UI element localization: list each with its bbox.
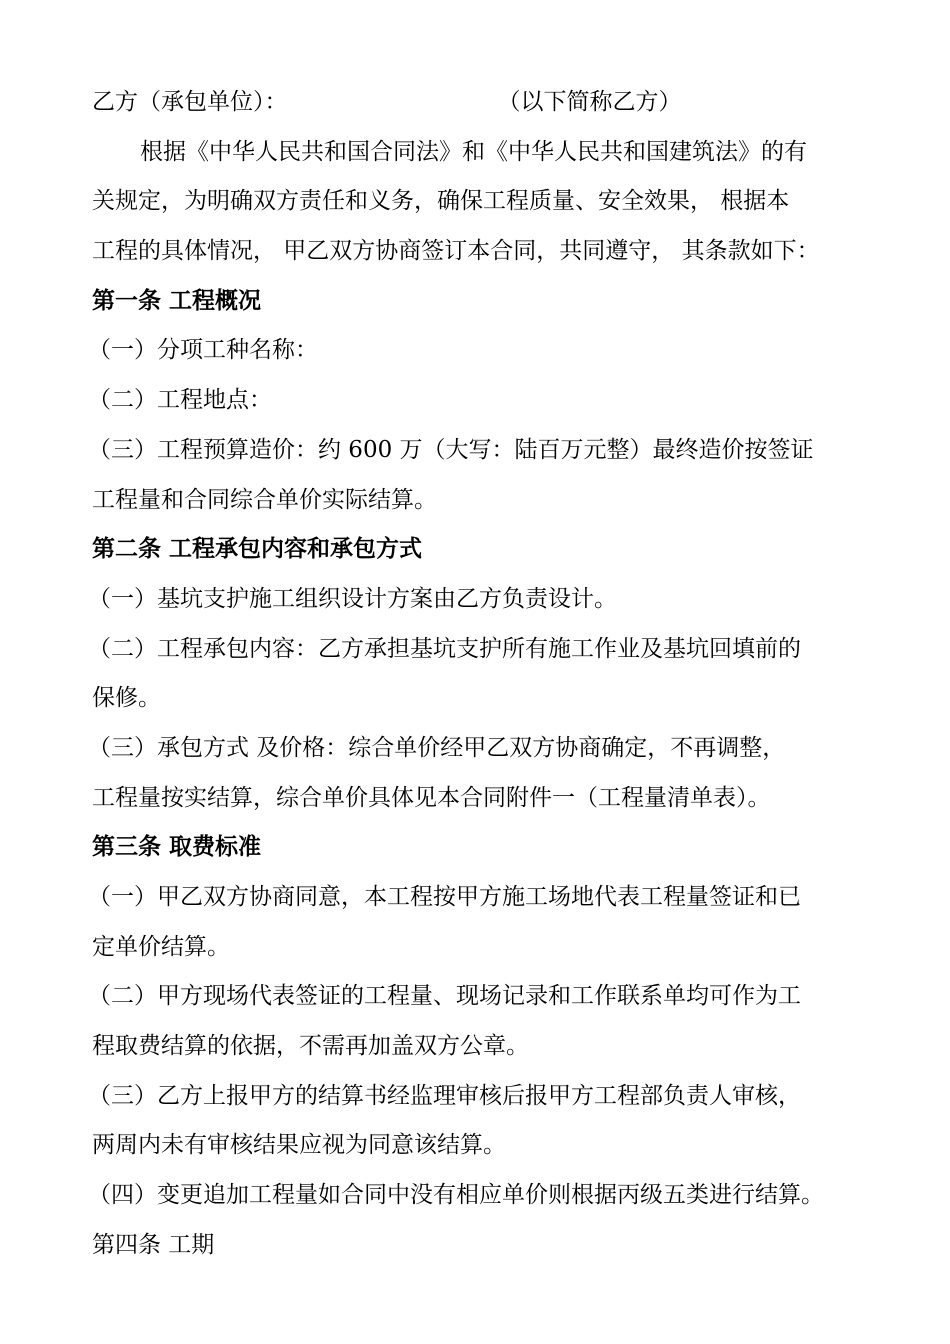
article-2-item: 保修。 xyxy=(92,685,161,712)
article-1-heading: 第一条 工程概况 xyxy=(92,287,262,314)
article-3-item: （四）变更追加工程量如合同中没有相应单价则根据丙级五类进行结算。 xyxy=(88,1182,824,1209)
contract-body xyxy=(88,78,892,1271)
article-1-item: 工程量和合同综合单价实际结算。 xyxy=(92,486,437,513)
article-3-item: （二）甲方现场代表签证的工程量、现场记录和工作联系单均可作为工 xyxy=(88,983,801,1010)
intro-line: 根据《中华人民共和国合同法》和《中华人民共和国建筑法》的有 xyxy=(140,138,807,165)
party-b-short-name: （以下简称乙方） xyxy=(497,89,682,115)
intro-line: 关规定，为明确双方责任和义务，确保工程质量、安全效果， 根据本 xyxy=(92,188,790,215)
article-3-item: 程取费结算的依据，不需再加盖双方公章。 xyxy=(92,1033,529,1060)
intro-line: 工程的具体情况， 甲乙双方协商签订本合同，共同遵守， 其条款如下： xyxy=(92,238,820,265)
article-1-item: （二）工程地点： xyxy=(88,387,272,414)
article-2-item: （三）承包方式 及价格：综合单价经甲乙双方协商确定，不再调整， xyxy=(88,734,786,761)
article-3-heading: 第三条 取费标准 xyxy=(92,834,262,861)
article-3-item: 定单价结算。 xyxy=(92,933,230,960)
article-3-item: （三）乙方上报甲方的结算书经监理审核后报甲方工程部负责人审核， xyxy=(88,1082,801,1109)
article-2-heading: 第二条 工程承包内容和承包方式 xyxy=(92,536,423,563)
article-1-item: （三）工程预算造价：约 600 万（大写：陆百万元整）最终造价按签证 xyxy=(88,436,814,463)
article-2-item: （二）工程承包内容：乙方承担基坑支护所有施工作业及基坑回填前的 xyxy=(88,635,801,662)
article-2-item: （一）基坑支护施工组织设计方案由乙方负责设计。 xyxy=(88,585,617,612)
party-b-label: 乙方（承包单位）： xyxy=(92,89,288,115)
article-3-item: （一）甲乙双方协商同意，本工程按甲方施工场地代表工程量签证和已 xyxy=(88,884,801,910)
party-b-line xyxy=(92,78,892,128)
article-4-heading: 第四条 工期 xyxy=(92,1231,215,1258)
article-3-item: 两周内未有审核结果应视为同意该结算。 xyxy=(92,1132,506,1159)
article-2-item: 工程量按实结算，综合单价具体见本合同附件一（工程量清单表）。 xyxy=(92,784,771,811)
article-1-item: （一）分项工种名称： xyxy=(88,337,318,364)
